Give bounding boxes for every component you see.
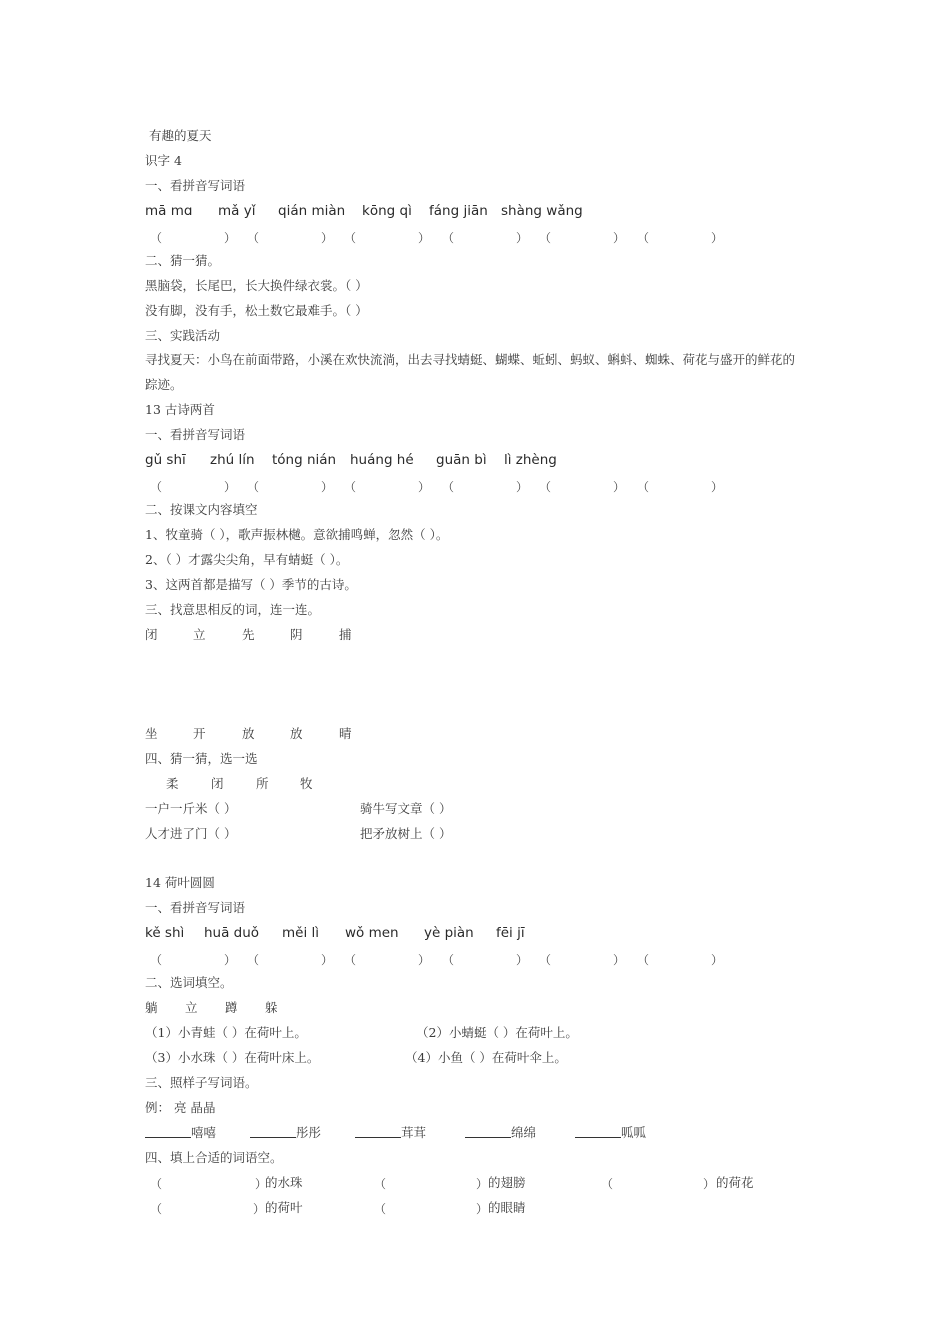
- pinyin-1: gǔ shī: [145, 452, 186, 468]
- close-paren: ）: [418, 953, 431, 967]
- pinyin-3: qián miàn: [278, 203, 346, 219]
- s1-q1: 一、看拼音写词语: [145, 178, 246, 193]
- pinyin-3: měi lì: [282, 925, 319, 941]
- open-paren[interactable]: （: [344, 480, 357, 494]
- bank-word: 躲: [265, 1000, 278, 1015]
- riddle-a: 一户一斤米（ ）: [145, 801, 237, 816]
- example: 例： 亮 晶晶: [145, 1100, 216, 1115]
- riddle-1: 黑脑袋，长尾巴，长大换件绿衣裳。（ ）: [145, 278, 368, 293]
- close-paren: ）: [516, 231, 529, 245]
- open-paren[interactable]: （: [344, 953, 357, 967]
- open-paren[interactable]: （: [539, 953, 552, 967]
- open-paren[interactable]: （: [344, 231, 357, 245]
- open-paren[interactable]: （: [247, 480, 260, 494]
- close-paren: ）: [711, 480, 724, 494]
- close-paren: ）: [255, 1177, 268, 1191]
- pinyin-1: kě shì: [145, 925, 185, 941]
- open-paren[interactable]: （: [637, 231, 650, 245]
- s2-q3: 三、找意思相反的词，连一连。: [145, 602, 321, 617]
- match-word[interactable]: 阴: [290, 627, 303, 642]
- match-word[interactable]: 放: [242, 726, 255, 741]
- fill-word-item: [145, 1125, 216, 1141]
- open-paren[interactable]: （: [442, 231, 455, 245]
- open-paren[interactable]: （: [247, 953, 260, 967]
- fill-2: 2、（ ）才露尖尖角，早有蜻蜓（ ）。: [145, 552, 349, 567]
- sentence-3: （3）小水珠（ ）在荷叶床上。: [145, 1050, 320, 1065]
- bank-word: 立: [185, 1000, 198, 1015]
- s2-q2: 二、按课文内容填空: [145, 502, 258, 517]
- open-paren[interactable]: （: [637, 953, 650, 967]
- choice-word: 牧: [300, 776, 313, 791]
- pinyin-2: zhú lín: [210, 452, 255, 468]
- close-paren: ）: [418, 231, 431, 245]
- s2-q1: 一、看拼音写词语: [145, 427, 246, 442]
- sentence-1: （1）小青蛙（ ）在荷叶上。: [145, 1025, 307, 1040]
- pinyin-5: fáng jiān: [429, 203, 488, 219]
- pinyin-4: huáng hé: [350, 452, 414, 468]
- fill-word-item: [250, 1125, 321, 1141]
- s1-q2: 二、猜一猜。: [145, 253, 221, 268]
- pinyin-6: fēi jī: [496, 925, 525, 941]
- open-paren[interactable]: （: [637, 480, 650, 494]
- fill-word-item: [465, 1125, 536, 1141]
- describe-noun: 的荷叶: [265, 1200, 303, 1215]
- choice-word: 闭: [211, 776, 224, 791]
- pinyin-4: kōng qì: [362, 203, 412, 219]
- open-paren[interactable]: （: [247, 231, 260, 245]
- match-word[interactable]: 闭: [145, 627, 158, 642]
- open-paren[interactable]: （: [150, 231, 163, 245]
- close-paren: ）: [476, 1177, 489, 1191]
- s2-answer-blanks[interactable]: [0, 478, 950, 494]
- s3-q2: 二、选词填空。: [145, 975, 233, 990]
- describe-noun: 的水珠: [265, 1175, 303, 1190]
- sentence-2: （2）小蜻蜓（ ）在荷叶上。: [416, 1025, 578, 1040]
- activity-line-2: 踪迹。: [145, 377, 183, 392]
- fill-word-item: [575, 1125, 646, 1141]
- close-paren: ）: [476, 1202, 489, 1216]
- pinyin-2: huā duǒ: [204, 925, 260, 941]
- sentence-4: （4）小鱼（ ）在荷叶伞上。: [405, 1050, 567, 1065]
- match-word[interactable]: 立: [193, 627, 206, 642]
- s1-answer-blanks[interactable]: [0, 229, 950, 245]
- s2-q4: 四、猜一猜，选一选: [145, 751, 258, 766]
- close-paren: ）: [224, 480, 237, 494]
- match-word[interactable]: 晴: [339, 726, 352, 741]
- riddle-d: 把矛放树上（ ）: [360, 826, 452, 841]
- close-paren: ）: [224, 953, 237, 967]
- fill-word: 嘻嘻: [191, 1125, 217, 1140]
- match-word[interactable]: 放: [290, 726, 303, 741]
- close-paren: ）: [321, 953, 334, 967]
- s1-title: 有趣的夏天: [149, 128, 212, 143]
- close-paren: ）: [703, 1177, 716, 1191]
- pinyin-5: yè piàn: [424, 925, 474, 941]
- close-paren: ）: [321, 480, 334, 494]
- describe-noun: 的翅膀: [488, 1175, 526, 1190]
- close-paren: ）: [613, 953, 626, 967]
- close-paren: ）: [516, 480, 529, 494]
- match-word[interactable]: 捕: [339, 627, 352, 642]
- close-paren: ）: [613, 231, 626, 245]
- fill-blank[interactable]: [250, 1125, 296, 1138]
- fill-1: 1、牧童骑（ ），歌声振林樾。意欲捕鸣蝉，忽然（ ）。: [145, 527, 449, 542]
- fill-blank[interactable]: [465, 1125, 511, 1138]
- s3-title: 14 荷叶圆圆: [145, 875, 215, 890]
- open-paren[interactable]: （: [539, 231, 552, 245]
- s3-q3: 三、照样子写词语。: [145, 1075, 258, 1090]
- fill-word: 彤彤: [296, 1125, 322, 1140]
- fill-word: 绵绵: [511, 1125, 537, 1140]
- fill-blank[interactable]: [145, 1125, 191, 1138]
- riddle-c: 人才进了门（ ）: [145, 826, 237, 841]
- choice-word: 柔: [166, 776, 179, 791]
- bank-word: 蹲: [225, 1000, 238, 1015]
- pinyin-2: mǎ yǐ: [218, 203, 256, 219]
- describe-noun: 的眼睛: [488, 1200, 526, 1215]
- match-word[interactable]: 开: [193, 726, 206, 741]
- s1-subtitle: 识字 4: [145, 153, 182, 168]
- pinyin-6: shàng wǎng: [501, 203, 583, 219]
- close-paren: ）: [711, 231, 724, 245]
- open-paren[interactable]: （: [601, 1177, 614, 1191]
- open-paren[interactable]: （: [442, 953, 455, 967]
- fill-blank[interactable]: [355, 1125, 401, 1138]
- fill-3: 3、这两首都是描写（ ）季节的古诗。: [145, 577, 357, 592]
- bank-word: 躺: [145, 1000, 158, 1015]
- describe-noun: 的荷花: [716, 1175, 754, 1190]
- close-paren: ）: [711, 953, 724, 967]
- fill-word: 茸茸: [401, 1125, 427, 1140]
- open-paren[interactable]: （: [442, 480, 455, 494]
- close-paren: ）: [516, 953, 529, 967]
- s1-q3: 三、实践活动: [145, 328, 221, 343]
- activity-line-1: 寻找夏天：小鸟在前面带路，小溪在欢快流淌，出去寻找蜻蜓、蝴蝶、蚯蚓、蚂蚁、蝌蚪、蜘蛛、荷花与盛开的鲜花的: [145, 352, 796, 367]
- open-paren[interactable]: （: [374, 1202, 387, 1216]
- pinyin-5: guān bì: [436, 452, 487, 468]
- s2-title: 13 古诗两首: [145, 402, 215, 417]
- close-paren: ）: [418, 480, 431, 494]
- close-paren: ）: [253, 1202, 266, 1216]
- open-paren[interactable]: （: [150, 1177, 163, 1191]
- riddle-b: 骑牛写文章（ ）: [360, 801, 452, 816]
- close-paren: ）: [224, 231, 237, 245]
- riddle-2: 没有脚，没有手，松土数它最难手。（ ）: [145, 303, 368, 318]
- open-paren[interactable]: （: [374, 1177, 387, 1191]
- pinyin-1: mā mɑ: [145, 203, 193, 219]
- pinyin-3: tóng nián: [272, 452, 337, 468]
- choice-word: 所: [256, 776, 269, 791]
- open-paren[interactable]: （: [150, 953, 163, 967]
- open-paren[interactable]: （: [150, 1202, 163, 1216]
- close-paren: ）: [321, 231, 334, 245]
- pinyin-4: wǒ men: [345, 925, 399, 941]
- s3-q4: 四、填上合适的词语空。: [145, 1150, 283, 1165]
- fill-blank[interactable]: [575, 1125, 621, 1138]
- close-paren: ）: [613, 480, 626, 494]
- fill-word-item: [355, 1125, 426, 1141]
- open-paren[interactable]: （: [539, 480, 552, 494]
- fill-word: 呱呱: [621, 1125, 647, 1140]
- s3-q1: 一、看拼音写词语: [145, 900, 246, 915]
- open-paren[interactable]: （: [150, 480, 163, 494]
- s3-answer-blanks[interactable]: [0, 951, 950, 967]
- match-word[interactable]: 坐: [145, 726, 158, 741]
- pinyin-6: lì zhèng: [504, 452, 557, 468]
- match-word[interactable]: 先: [242, 627, 255, 642]
